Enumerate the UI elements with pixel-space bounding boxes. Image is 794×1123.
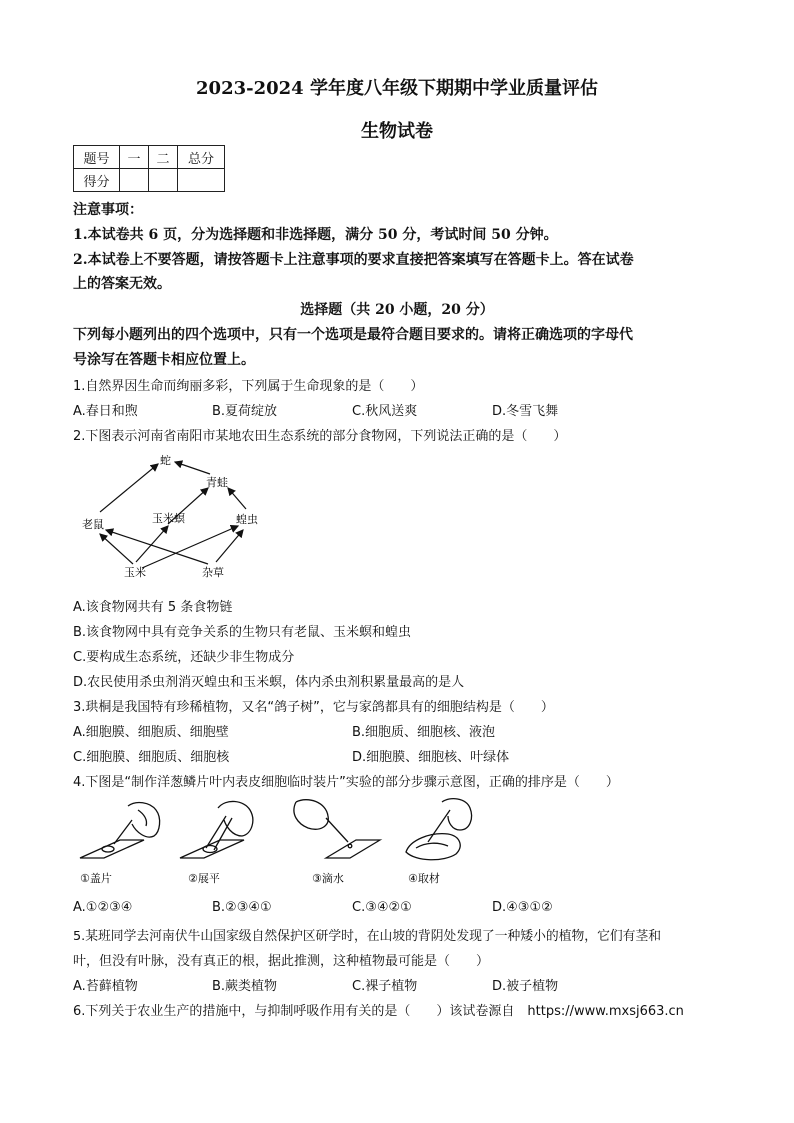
q3-option-b: B.细胞质、细胞核、液泡 [352, 725, 496, 740]
q5-option-d: D.被子植物 [492, 979, 559, 994]
q2-stem: 2.下图表示河南省南阳市某地农田生态系统的部分食物网，下列说法正确的是（ ） [73, 429, 567, 444]
section-instructions: 下列每小题列出的四个选项中，只有一个选项是最符合题目要求的。请将正确选项的字母代 [73, 327, 633, 343]
q2-option-d: D.农民使用杀虫剂消灭蝗虫和玉米螟，体内杀虫剂积累量最高的是人 [73, 675, 465, 690]
score-table-cell [149, 169, 178, 192]
q1-option-b: B.夏荷绽放 [212, 404, 278, 419]
arrow-corn-to-mouse [100, 534, 133, 564]
food-web-frog-label: 青蛙 [206, 476, 228, 489]
arrow-frog-to-snake [175, 462, 210, 474]
q5-stem-cont: 叶，但没有叶脉，没有真正的根，据此推测，这种植物最可能是（ ） [73, 954, 490, 969]
q6-stem: 6.下列关于农业生产的措施中，与抑制呼吸作用有关的是（ ）该试卷源自 https://www.mxsj663.cn [73, 1004, 684, 1019]
q1-option-a: A.春日和煦 [73, 404, 138, 419]
q2-option-b: B.该食物网中具有竞争关系的生物只有老鼠、玉米螟和蝗虫 [73, 625, 412, 640]
food-web-borer-label: 玉米螟 [152, 512, 185, 525]
score-table-cell: 题号 [74, 146, 120, 169]
step-take-material-illustration [406, 799, 472, 860]
section-title: 选择题（共 20 小题，20 分） [300, 302, 494, 318]
q5-option-a: A.苔藓植物 [73, 979, 138, 994]
score-table-cell [178, 169, 225, 192]
q5-option-b: B.蕨类植物 [212, 979, 278, 994]
score-table-cell: 一 [120, 146, 149, 169]
arrow-weeds-to-locust [216, 530, 243, 562]
step-cover-slip-illustration [80, 803, 160, 858]
food-web-diagram [78, 446, 288, 586]
step-spread-illustration [180, 801, 253, 858]
score-table-cell [120, 169, 149, 192]
q1-option-c: C.秋风送爽 [352, 404, 418, 419]
q3-stem: 3.珙桐是我国特有珍稀植物，又名“鸽子树”，它与家鸽都具有的细胞结构是（ ） [73, 700, 554, 715]
step-1-label: ①盖片 [80, 872, 112, 885]
step-3-label: ③滴水 [312, 872, 344, 885]
exam-title: 2023-2024 学年度八年级下期期中学业质量评估 [196, 78, 598, 99]
score-table [73, 145, 225, 192]
section-instructions-cont: 号涂写在答题卡相应位置上。 [73, 352, 255, 368]
q2-option-c: C.要构成生态系统，还缺少非生物成分 [73, 650, 295, 665]
arrow-corn-to-borer [136, 526, 168, 562]
notice-item-1: 1.本试卷共 6 页，分为选择题和非选择题，满分 50 分，考试时间 50 分钟。 [73, 227, 558, 243]
food-web-mouse-label: 老鼠 [82, 518, 104, 531]
score-table-cell: 总分 [178, 146, 225, 169]
food-web-weeds-label: 杂草 [202, 566, 224, 579]
score-table-cell: 二 [149, 146, 178, 169]
arrow-weeds-to-mouse [106, 530, 208, 564]
step-2-label: ②展平 [188, 872, 220, 885]
food-web-locust-label: 蝗虫 [236, 513, 258, 526]
step-drip-water-illustration [294, 800, 380, 858]
notice-item-2: 2.本试卷上不要答题，请按答题卡上注意事项的要求直接把答案填写在答题卡上。答在试卷 [73, 252, 634, 268]
score-table-cell: 得分 [74, 169, 120, 192]
q4-stem: 4.下图是“制作洋葱鳞片叶内表皮细胞临时装片”实验的部分步骤示意图，正确的排序是（ ） [73, 775, 619, 790]
q5-option-c: C.裸子植物 [352, 979, 418, 994]
arrow-mouse-to-snake [100, 464, 158, 512]
exam-subtitle: 生物试卷 [361, 121, 433, 142]
q4-option-c: C.③④②① [352, 900, 412, 915]
q3-option-c: C.细胞膜、细胞质、细胞核 [73, 750, 230, 765]
food-web-snake-label: 蛇 [160, 454, 171, 467]
notice-heading: 注意事项： [73, 202, 143, 218]
arrow-locust-to-frog [228, 488, 246, 509]
q2-option-a: A.该食物网共有 5 条食物链 [73, 600, 233, 615]
q1-option-d: D.冬雪飞舞 [492, 404, 559, 419]
q5-stem: 5.某班同学去河南伏牛山国家级自然保护区研学时，在山坡的背阴处发现了一种矮小的植物，它们有茎和 [73, 929, 662, 944]
q4-option-a: A.①②③④ [73, 900, 133, 915]
food-web-corn-label: 玉米 [124, 566, 146, 579]
q4-option-b: B.②③④① [212, 900, 272, 915]
slide-steps-diagram [76, 796, 476, 888]
q3-option-a: A.细胞膜、细胞质、细胞壁 [73, 725, 229, 740]
q1-stem: 1.自然界因生命而绚丽多彩，下列属于生命现象的是（ ） [73, 379, 424, 394]
step-4-label: ④取材 [408, 872, 440, 885]
q3-option-d: D.细胞膜、细胞核、叶绿体 [352, 750, 510, 765]
notice-item-2-cont: 上的答案无效。 [73, 276, 171, 292]
q4-option-d: D.④③①② [492, 900, 553, 915]
